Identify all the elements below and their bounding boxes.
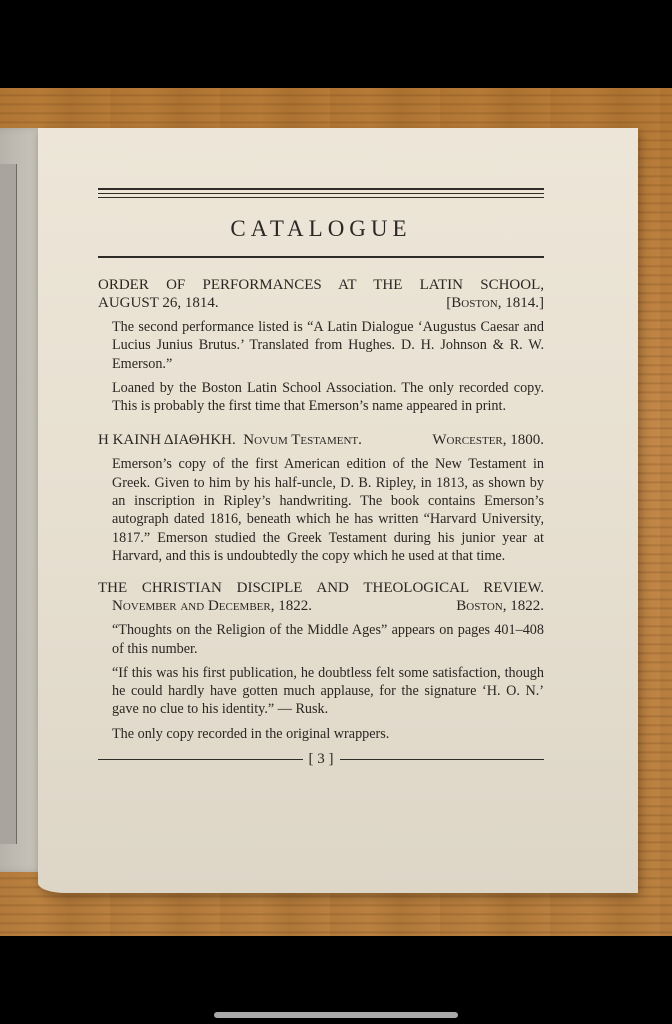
entry-subhead xyxy=(98,597,544,615)
top-triple-rule xyxy=(98,188,544,202)
entry-paragraph: Emerson’s copy of the first American edition of the New Testament in Greek. Given to him by his half-uncle, D. B. Ripley, in 1813, as shown by an inscription in Ripley’s handwriting. The book contains Emerson’s autograph dated 1816, beneath which he has written “Harvard University, 1817.” Emerson studied the Greek Testament during his junior year at Harvard, and this is undoubtedly the copy which he used at that time. xyxy=(112,456,544,564)
entry-paragraph: The only copy recorded in the original wrappers. xyxy=(112,725,390,742)
title-rule xyxy=(98,256,544,258)
entry-subhead xyxy=(98,294,544,312)
entry-date: November and December, 1822. xyxy=(112,598,312,615)
entry-paragraph: Loaned by the Boston Latin School Association. The only recorded copy. This is probably the first time that Emerson’s name appeared in print. xyxy=(112,379,544,415)
footer-rule-left xyxy=(98,759,303,760)
entry-date: AUGUST 26, 1814. xyxy=(98,295,219,311)
entry-paragraph: “If this was his first publication, he doubtless felt some satisfaction, though he could hardly have gotten much applause, for the signature ‘H. O. N.’ gave no clue to his identity.” — Rusk. xyxy=(112,664,544,718)
entry-imprint: Boston, 1822. xyxy=(456,598,544,615)
entry-title: ORDER OF PERFORMANCES AT THE LATIN SCHOOL, xyxy=(98,277,544,293)
entry-imprint: [Boston, 1814.] xyxy=(446,295,544,311)
page-title: CATALOGUE xyxy=(230,216,412,241)
page-footer xyxy=(98,751,544,768)
entry-latin-title: Novum Testament. xyxy=(243,432,362,449)
page-content xyxy=(98,188,544,768)
left-page-illustration xyxy=(0,164,17,844)
entry-imprint: Worcester, 1800. xyxy=(432,432,544,449)
catalogue-entry xyxy=(98,579,544,743)
catalogue-page xyxy=(38,128,638,893)
entry-paragraph: “Thoughts on the Religion of the Middle Ages” appears on pages 401–408 of this number. xyxy=(112,622,544,657)
entry-paragraph: The second performance listed is “A Latin Dialogue ‘Augustus Caesar and Lucius Junius Brutus.’ Translated from Hughes. D. H. Johnson & R. W. Emerson.” xyxy=(112,319,544,372)
home-indicator[interactable] xyxy=(214,1012,458,1018)
entry-title xyxy=(98,431,544,449)
footer-rule-right xyxy=(340,759,545,760)
entry-title: THE CHRISTIAN DISCIPLE AND THEOLOGICAL REVIEW. xyxy=(98,580,544,597)
catalogue-entry xyxy=(98,431,544,565)
photo-viewport xyxy=(0,88,672,936)
entry-greek-title: Η ΚΑΙΝΗ ΔΙΑΘΗΚΗ. xyxy=(98,432,236,449)
page-number: [ 3 ] xyxy=(308,751,334,768)
catalogue-entry xyxy=(98,276,544,415)
